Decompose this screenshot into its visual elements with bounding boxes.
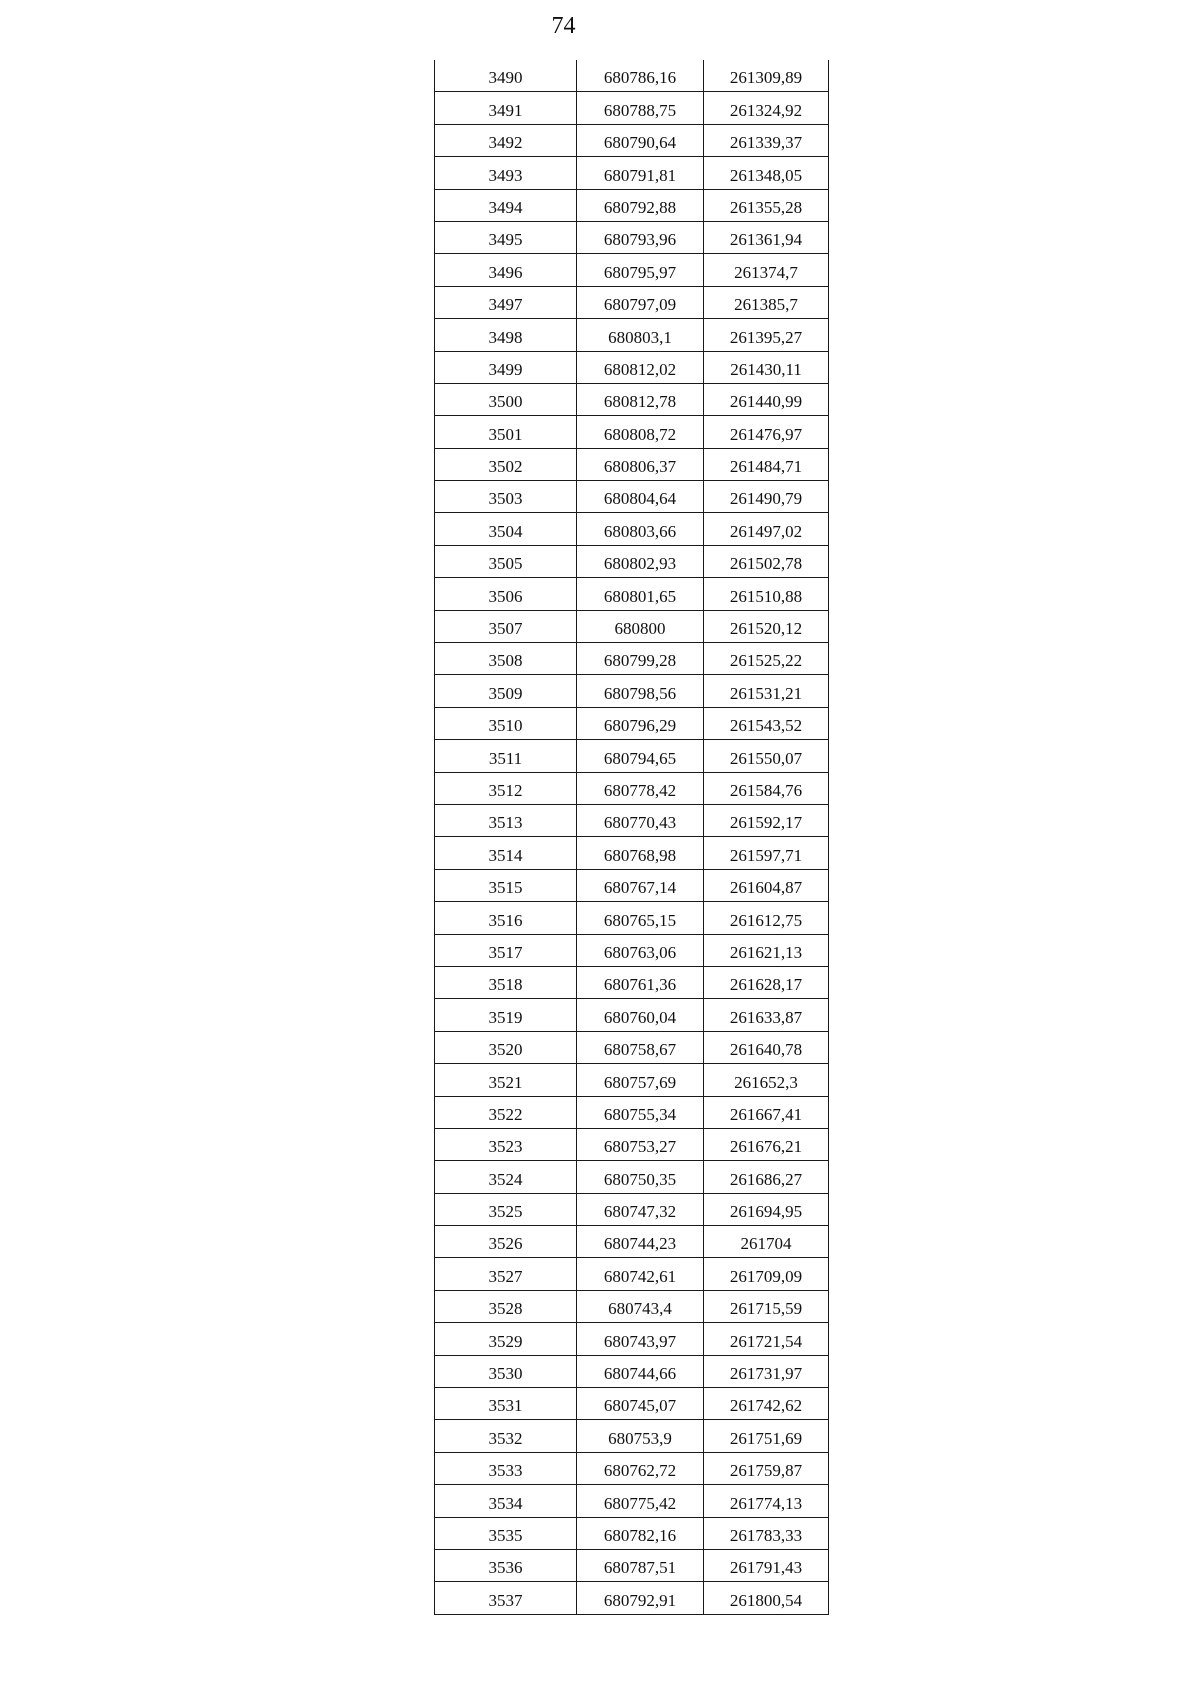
x-coordinate-cell: 680802,93 <box>577 545 704 577</box>
x-coordinate-cell: 680763,06 <box>577 934 704 966</box>
x-coordinate-cell: 680742,61 <box>577 1258 704 1290</box>
x-coordinate-cell: 680753,27 <box>577 1128 704 1160</box>
point-number-cell: 3490 <box>435 60 577 92</box>
point-number-cell: 3525 <box>435 1193 577 1225</box>
x-coordinate-cell: 680743,97 <box>577 1323 704 1355</box>
table-row <box>435 416 829 448</box>
x-coordinate-cell: 680757,69 <box>577 1064 704 1096</box>
point-number-cell: 3534 <box>435 1485 577 1517</box>
x-coordinate-cell: 680750,35 <box>577 1161 704 1193</box>
x-coordinate-cell: 680786,16 <box>577 60 704 92</box>
x-coordinate-cell: 680753,9 <box>577 1420 704 1452</box>
point-number-cell: 3492 <box>435 124 577 156</box>
x-coordinate-cell: 680745,07 <box>577 1388 704 1420</box>
x-coordinate-cell: 680797,09 <box>577 286 704 318</box>
table-row <box>435 902 829 934</box>
table-row <box>435 578 829 610</box>
y-coordinate-cell: 261385,7 <box>704 286 829 318</box>
y-coordinate-cell: 261510,88 <box>704 578 829 610</box>
table-row <box>435 675 829 707</box>
point-number-cell: 3515 <box>435 869 577 901</box>
point-number-cell: 3514 <box>435 837 577 869</box>
y-coordinate-cell: 261355,28 <box>704 189 829 221</box>
point-number-cell: 3532 <box>435 1420 577 1452</box>
table-row <box>435 1290 829 1322</box>
table-row <box>435 1226 829 1258</box>
y-coordinate-cell: 261361,94 <box>704 221 829 253</box>
table-row <box>435 1355 829 1387</box>
x-coordinate-cell: 680762,72 <box>577 1452 704 1484</box>
point-number-cell: 3528 <box>435 1290 577 1322</box>
y-coordinate-cell: 261759,87 <box>704 1452 829 1484</box>
table-row <box>435 221 829 253</box>
table-row <box>435 1517 829 1549</box>
y-coordinate-cell: 261621,13 <box>704 934 829 966</box>
point-number-cell: 3531 <box>435 1388 577 1420</box>
y-coordinate-cell: 261490,79 <box>704 481 829 513</box>
x-coordinate-cell: 680812,02 <box>577 351 704 383</box>
x-coordinate-cell: 680795,97 <box>577 254 704 286</box>
table-row <box>435 869 829 901</box>
y-coordinate-cell: 261709,09 <box>704 1258 829 1290</box>
x-coordinate-cell: 680743,4 <box>577 1290 704 1322</box>
table-row <box>435 1193 829 1225</box>
y-coordinate-cell: 261791,43 <box>704 1549 829 1581</box>
point-number-cell: 3529 <box>435 1323 577 1355</box>
point-number-cell: 3507 <box>435 610 577 642</box>
y-coordinate-cell: 261324,92 <box>704 92 829 124</box>
point-number-cell: 3495 <box>435 221 577 253</box>
table-row <box>435 319 829 351</box>
table-row <box>435 1064 829 1096</box>
y-coordinate-cell: 261640,78 <box>704 1031 829 1063</box>
point-number-cell: 3509 <box>435 675 577 707</box>
point-number-cell: 3498 <box>435 319 577 351</box>
y-coordinate-cell: 261774,13 <box>704 1485 829 1517</box>
point-number-cell: 3537 <box>435 1582 577 1614</box>
x-coordinate-cell: 680808,72 <box>577 416 704 448</box>
y-coordinate-cell: 261628,17 <box>704 966 829 998</box>
y-coordinate-cell: 261721,54 <box>704 1323 829 1355</box>
table-row <box>435 707 829 739</box>
table-row <box>435 804 829 836</box>
point-number-cell: 3519 <box>435 999 577 1031</box>
point-number-cell: 3499 <box>435 351 577 383</box>
table-row <box>435 1388 829 1420</box>
point-number-cell: 3535 <box>435 1517 577 1549</box>
table-row <box>435 157 829 189</box>
x-coordinate-cell: 680794,65 <box>577 740 704 772</box>
y-coordinate-cell: 261694,95 <box>704 1193 829 1225</box>
table-row <box>435 92 829 124</box>
table-row <box>435 1323 829 1355</box>
y-coordinate-cell: 261783,33 <box>704 1517 829 1549</box>
point-number-cell: 3533 <box>435 1452 577 1484</box>
point-number-cell: 3504 <box>435 513 577 545</box>
y-coordinate-cell: 261550,07 <box>704 740 829 772</box>
table-row <box>435 1582 829 1614</box>
point-number-cell: 3524 <box>435 1161 577 1193</box>
point-number-cell: 3522 <box>435 1096 577 1128</box>
table-row <box>435 124 829 156</box>
table-row <box>435 1258 829 1290</box>
table-row <box>435 513 829 545</box>
table-row <box>435 1420 829 1452</box>
point-number-cell: 3497 <box>435 286 577 318</box>
y-coordinate-cell: 261612,75 <box>704 902 829 934</box>
y-coordinate-cell: 261339,37 <box>704 124 829 156</box>
y-coordinate-cell: 261592,17 <box>704 804 829 836</box>
point-number-cell: 3527 <box>435 1258 577 1290</box>
point-number-cell: 3521 <box>435 1064 577 1096</box>
y-coordinate-cell: 261597,71 <box>704 837 829 869</box>
y-coordinate-cell: 261497,02 <box>704 513 829 545</box>
x-coordinate-cell: 680812,78 <box>577 383 704 415</box>
point-number-cell: 3526 <box>435 1226 577 1258</box>
point-number-cell: 3493 <box>435 157 577 189</box>
coordinates-table-body <box>435 60 829 1614</box>
x-coordinate-cell: 680744,23 <box>577 1226 704 1258</box>
point-number-cell: 3517 <box>435 934 577 966</box>
point-number-cell: 3536 <box>435 1549 577 1581</box>
x-coordinate-cell: 680806,37 <box>577 448 704 480</box>
x-coordinate-cell: 680765,15 <box>577 902 704 934</box>
table-row <box>435 740 829 772</box>
y-coordinate-cell: 261704 <box>704 1226 829 1258</box>
y-coordinate-cell: 261604,87 <box>704 869 829 901</box>
table-row <box>435 837 829 869</box>
x-coordinate-cell: 680761,36 <box>577 966 704 998</box>
y-coordinate-cell: 261676,21 <box>704 1128 829 1160</box>
x-coordinate-cell: 680744,66 <box>577 1355 704 1387</box>
y-coordinate-cell: 261520,12 <box>704 610 829 642</box>
point-number-cell: 3500 <box>435 383 577 415</box>
x-coordinate-cell: 680800 <box>577 610 704 642</box>
point-number-cell: 3511 <box>435 740 577 772</box>
point-number-cell: 3506 <box>435 578 577 610</box>
y-coordinate-cell: 261800,54 <box>704 1582 829 1614</box>
x-coordinate-cell: 680792,91 <box>577 1582 704 1614</box>
table-row <box>435 1096 829 1128</box>
point-number-cell: 3530 <box>435 1355 577 1387</box>
table-row <box>435 189 829 221</box>
x-coordinate-cell: 680760,04 <box>577 999 704 1031</box>
y-coordinate-cell: 261715,59 <box>704 1290 829 1322</box>
point-number-cell: 3516 <box>435 902 577 934</box>
x-coordinate-cell: 680803,66 <box>577 513 704 545</box>
table-row <box>435 1485 829 1517</box>
table-row <box>435 60 829 92</box>
x-coordinate-cell: 680793,96 <box>577 221 704 253</box>
y-coordinate-cell: 261374,7 <box>704 254 829 286</box>
table-row <box>435 934 829 966</box>
y-coordinate-cell: 261731,97 <box>704 1355 829 1387</box>
y-coordinate-cell: 261633,87 <box>704 999 829 1031</box>
y-coordinate-cell: 261476,97 <box>704 416 829 448</box>
x-coordinate-cell: 680787,51 <box>577 1549 704 1581</box>
y-coordinate-cell: 261667,41 <box>704 1096 829 1128</box>
table-row <box>435 1452 829 1484</box>
y-coordinate-cell: 261584,76 <box>704 772 829 804</box>
table-row <box>435 999 829 1031</box>
table-row <box>435 254 829 286</box>
point-number-cell: 3512 <box>435 772 577 804</box>
x-coordinate-cell: 680778,42 <box>577 772 704 804</box>
table-row <box>435 351 829 383</box>
point-number-cell: 3494 <box>435 189 577 221</box>
y-coordinate-cell: 261751,69 <box>704 1420 829 1452</box>
x-coordinate-cell: 680767,14 <box>577 869 704 901</box>
x-coordinate-cell: 680747,32 <box>577 1193 704 1225</box>
point-number-cell: 3508 <box>435 643 577 675</box>
point-number-cell: 3503 <box>435 481 577 513</box>
y-coordinate-cell: 261395,27 <box>704 319 829 351</box>
x-coordinate-cell: 680791,81 <box>577 157 704 189</box>
x-coordinate-cell: 680803,1 <box>577 319 704 351</box>
y-coordinate-cell: 261742,62 <box>704 1388 829 1420</box>
point-number-cell: 3491 <box>435 92 577 124</box>
x-coordinate-cell: 680770,43 <box>577 804 704 836</box>
x-coordinate-cell: 680775,42 <box>577 1485 704 1517</box>
point-number-cell: 3523 <box>435 1128 577 1160</box>
table-row <box>435 643 829 675</box>
x-coordinate-cell: 680782,16 <box>577 1517 704 1549</box>
table-row <box>435 545 829 577</box>
point-number-cell: 3501 <box>435 416 577 448</box>
table-row <box>435 1128 829 1160</box>
table-row <box>435 448 829 480</box>
table-row <box>435 1031 829 1063</box>
y-coordinate-cell: 261309,89 <box>704 60 829 92</box>
table-row <box>435 481 829 513</box>
y-coordinate-cell: 261543,52 <box>704 707 829 739</box>
x-coordinate-cell: 680788,75 <box>577 92 704 124</box>
table-row <box>435 1549 829 1581</box>
coordinates-table <box>434 60 829 1615</box>
y-coordinate-cell: 261430,11 <box>704 351 829 383</box>
point-number-cell: 3510 <box>435 707 577 739</box>
x-coordinate-cell: 680790,64 <box>577 124 704 156</box>
x-coordinate-cell: 680758,67 <box>577 1031 704 1063</box>
point-number-cell: 3496 <box>435 254 577 286</box>
y-coordinate-cell: 261502,78 <box>704 545 829 577</box>
page-number: 74 <box>551 13 576 39</box>
x-coordinate-cell: 680755,34 <box>577 1096 704 1128</box>
y-coordinate-cell: 261652,3 <box>704 1064 829 1096</box>
table-row <box>435 383 829 415</box>
point-number-cell: 3502 <box>435 448 577 480</box>
x-coordinate-cell: 680804,64 <box>577 481 704 513</box>
x-coordinate-cell: 680798,56 <box>577 675 704 707</box>
table-row <box>435 610 829 642</box>
x-coordinate-cell: 680799,28 <box>577 643 704 675</box>
y-coordinate-cell: 261348,05 <box>704 157 829 189</box>
point-number-cell: 3518 <box>435 966 577 998</box>
table-row <box>435 772 829 804</box>
y-coordinate-cell: 261440,99 <box>704 383 829 415</box>
x-coordinate-cell: 680792,88 <box>577 189 704 221</box>
x-coordinate-cell: 680801,65 <box>577 578 704 610</box>
y-coordinate-cell: 261484,71 <box>704 448 829 480</box>
point-number-cell: 3505 <box>435 545 577 577</box>
y-coordinate-cell: 261531,21 <box>704 675 829 707</box>
point-number-cell: 3513 <box>435 804 577 836</box>
y-coordinate-cell: 261525,22 <box>704 643 829 675</box>
x-coordinate-cell: 680768,98 <box>577 837 704 869</box>
table-row <box>435 966 829 998</box>
y-coordinate-cell: 261686,27 <box>704 1161 829 1193</box>
x-coordinate-cell: 680796,29 <box>577 707 704 739</box>
point-number-cell: 3520 <box>435 1031 577 1063</box>
table-row <box>435 286 829 318</box>
table-row <box>435 1161 829 1193</box>
